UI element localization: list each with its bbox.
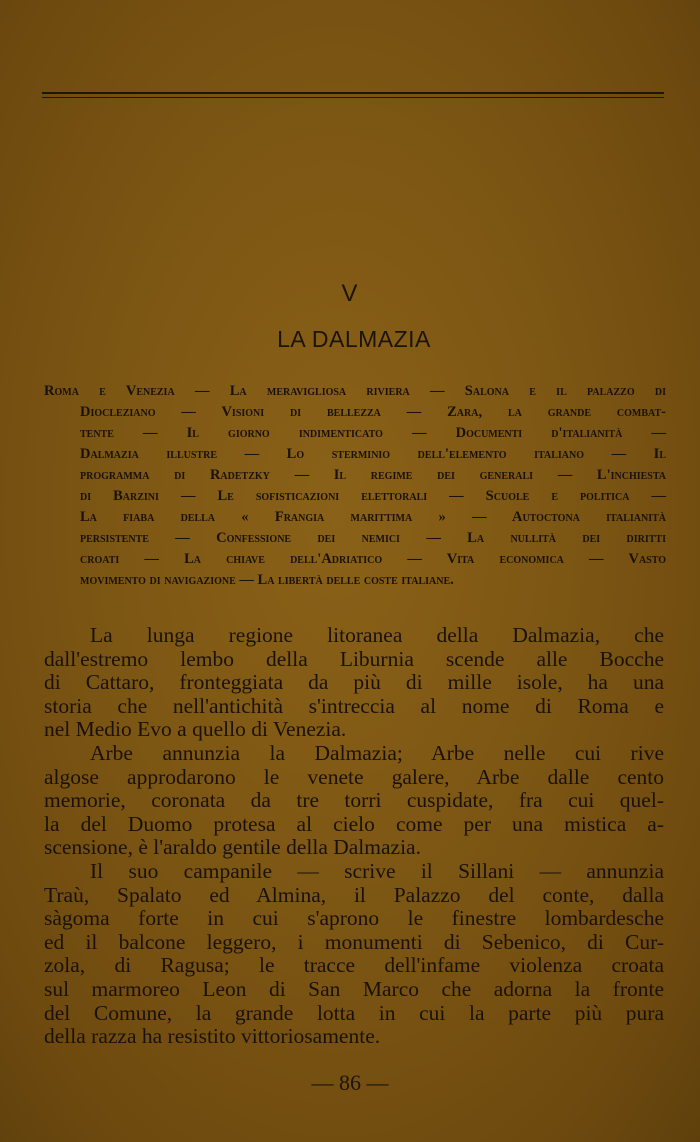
summary-line: croati — La chiave dell'Adriatico — Vita economica — Vasto xyxy=(80,551,666,567)
text-line: Il suo campanile — scrive il Sillani — annunzia xyxy=(90,858,664,883)
text-line: algose approdarono le venete galere, Arbe dalle cento xyxy=(44,764,664,789)
text-line: zola, di Ragusa; le tracce dell'infame violenza croata xyxy=(44,953,664,978)
text-line: ed il balcone leggero, i monumenti di Sebenico, di Cur- xyxy=(44,929,664,954)
text-line: sul marmoreo Leon di San Marco che adorna la fronte xyxy=(44,976,664,1001)
summary-line: Dalmazia illustre — Lo sterminio dell'elemento italiano — Il xyxy=(80,446,666,462)
header-rule-thin xyxy=(42,97,664,98)
text-line: la del Duomo protesa al cielo come per una mistica a- xyxy=(44,811,664,836)
text-line: di Cattaro, fronteggiata da più di mille isole, ha una xyxy=(44,670,664,695)
text-line: sàgoma forte in cui s'aprono le finestre lombardesche xyxy=(44,906,664,931)
text-line: nel Medio Evo a quello di Venezia. xyxy=(44,717,347,742)
text-line: La lunga regione litoranea della Dalmazia, che xyxy=(90,623,664,647)
chapter-number: V xyxy=(341,280,359,307)
summary-line: La fiaba della « Frangia marittima » — Autoctona italianità xyxy=(80,509,666,525)
page-number: — 86 — xyxy=(311,1070,389,1095)
summary-line: Roma e Venezia — La meravigliosa riviera — Salona e il palazzo di xyxy=(44,383,666,399)
text-line: Arbe annunzia la Dalmazia; Arbe nelle cui rive xyxy=(90,740,664,765)
chapter-title: LA DALMAZIA xyxy=(277,326,431,352)
text-line: Traù, Spalato ed Almina, il Palazzo del conte, dalla xyxy=(44,882,664,907)
header-rule xyxy=(42,92,664,94)
summary-line: persistente — Confessione dei nemici — La nullità dei diritti xyxy=(80,530,666,546)
summary-line: programma di Radetzky — Il regime dei generali — L'inchiesta xyxy=(80,467,666,483)
body-text xyxy=(44,624,664,1049)
summary-line: di Barzini — Le sofisticazioni elettorali — Scuole e politica — xyxy=(80,488,666,504)
summary-line: Diocleziano — Visioni di bellezza — Zara, la grande combat- xyxy=(80,404,666,420)
summary-line: movimento di navigazione — La libertà delle coste italiane. xyxy=(80,572,454,588)
text-line: scensione, è l'araldo gentile della Dalmazia. xyxy=(44,835,421,860)
text-line: della razza ha resistito vittoriosamente. xyxy=(44,1024,381,1049)
text-line: del Comune, la grande lotta in cui la parte più pura xyxy=(44,1000,664,1025)
text-line: memorie, coronata da tre torri cuspidate, fra cui quel- xyxy=(44,788,664,813)
chapter-summary xyxy=(44,381,666,591)
text-line: storia che nell'antichità s'intreccia al nome di Roma e xyxy=(44,693,664,718)
summary-line: tente — Il giorno indimenticato — Documenti d'italianità — xyxy=(80,425,666,441)
text-line: dall'estremo lembo della Liburnia scende alle Bocche xyxy=(44,646,664,671)
